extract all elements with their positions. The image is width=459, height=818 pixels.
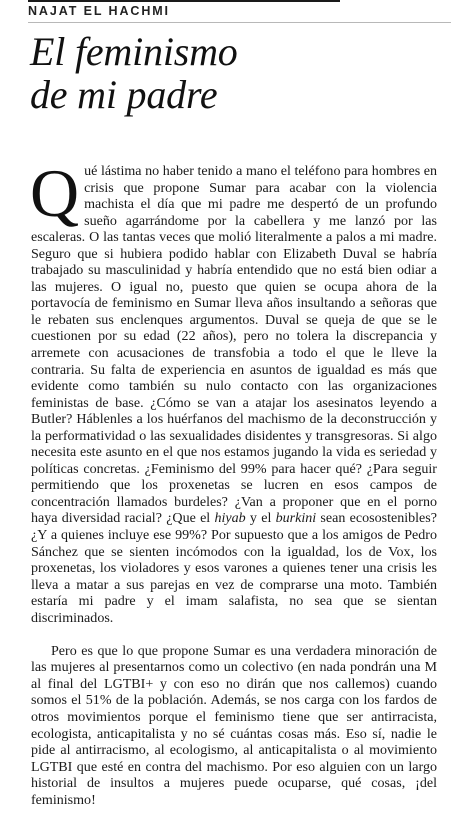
author-name: NAJAT EL HACHMI — [28, 4, 170, 18]
paragraph-1-text-c: sean ecosostenibles? ¿Y a quienes incluye ese 99%? Por supuesto que a los amigos de Pedro Sánchez que se sienten incómodos con la igualdad, los de Vox, los proxenetas, los violadores y esos varones a quienes tener una crisis les lleva a matar a sus parejas en vez de comprarse una moto. También estaría mi padre y el imam salafista, no sea que se sientan discriminados. — [31, 510, 437, 626]
headline-line-2: de mi padre — [30, 72, 218, 117]
author-bar — [28, 0, 170, 22]
italic-term-hiyab: hiyab — [214, 510, 246, 527]
article-body — [30, 155, 437, 808]
paragraph-1-text-a: ué lástima no haber tenido a mano el teléfono para hombres en crisis que propone Sumar para acabar con la violencia machista el día que mi padre me despertó de un profundo sueño agarrándome por la cabellera y me lanzó por las escaleras. O las tantas veces que molió literalmente a palos a mi madre. Seguro que si hubiera podido hablar con Elizabeth Duval se habría trabajado su masculinidad y habría entendido que no está bien odiar a las mujeres. O igual no, puesto que quien se ocupa ahora de la portavocía de feminismo en Sumar lleva años insultando a señoras que le rebaten sus enclenques argumentos. Duval se queja de que se le cuestionen por su edad (22 años), pero no tolera la discrepancia y arremete con acusaciones de transfobia a todo el que le lleve la contraria. Su falta de experiencia en asuntos de igualdad es más que evidente como también su nulo contacto con las organizaciones feministas de base. ¿Cómo se van a atajar los asesinatos leyendo a Butler? Háblenles a los huérfanos del machismo de la deconstrucción y la performatividad o las sexualidades disidentes y transgresoras. Si algo necesita este asunto en el que nos estamos jugando la vida es seriedad y políticas concretas. ¿Feminismo del 99% para hacer qué? ¿Para seguir permitiendo que los proxenetas se lucren en esos campos de concentración llamados burdeles? ¿Van a proponer que en el porno haya diversidad racial? ¿Que el — [31, 163, 437, 527]
headline — [30, 30, 450, 116]
drop-cap: Q — [30, 155, 80, 231]
headline-line-1: El feminismo — [30, 29, 238, 74]
paragraph-1-text-b: y el — [245, 510, 276, 527]
header-divider — [28, 22, 451, 23]
paragraph-2: Pero es que lo que propone Sumar es una verdadera minoración de las mujeres al presentarnos como un colectivo (en nada pondrán una M al final del LGTBI+ y con eso no dirán que nos callemos) cuando somos el 51% de la población. Además, se nos carga con los fardos de otros movimientos porque el feminismo tiene que ser antirracista, ecologista, anticapitalista y no sé cuántas cosas más. Eso sí, nadie le pide al antirracismo, al ecologismo, al anticapitalista o al movimiento LGTBI que esté en contra del machismo. Por eso alguien con un largo historial de insultos a mujeres puede ocuparse, qué cosas, ¡del feminismo! — [31, 642, 437, 808]
italic-term-burkini: burkini — [275, 510, 317, 527]
paragraph-1 — [30, 155, 437, 626]
